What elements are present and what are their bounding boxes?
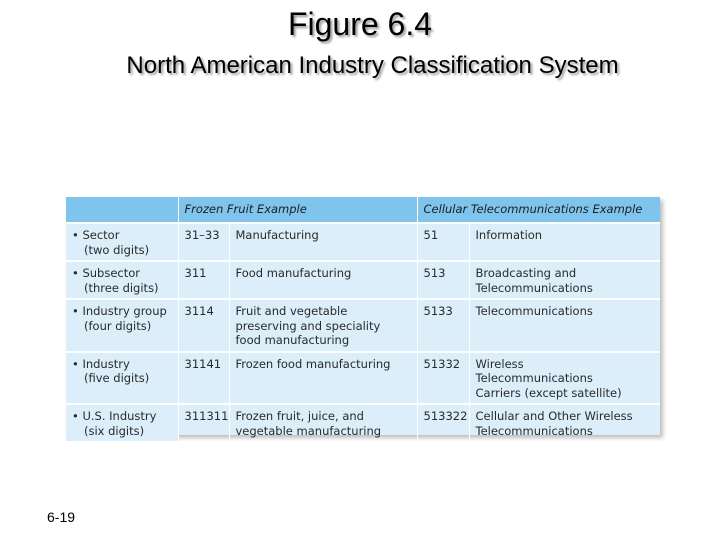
table-row — [66, 352, 660, 405]
ct-desc: Broadcasting and Telecommunications — [469, 261, 660, 299]
figure-title: Figure 6.4 — [287, 6, 433, 42]
table-row — [66, 261, 660, 299]
ct-code: 51 — [417, 223, 469, 261]
level-cell — [66, 299, 178, 352]
ff-desc: Food manufacturing — [229, 261, 417, 299]
slide-number: 6-19 — [47, 509, 76, 525]
ct-code: 513322 — [417, 404, 469, 442]
ff-code: 311311 — [178, 404, 229, 442]
ff-code: 31141 — [178, 352, 229, 405]
naics-table — [66, 197, 660, 443]
level-name: • Sector — [72, 228, 119, 242]
ff-code: 311 — [178, 261, 229, 299]
ct-code: 51332 — [417, 352, 469, 405]
figure-subtitle: North American Industry Classification System — [126, 52, 619, 79]
naics-table-container — [66, 197, 660, 438]
table-row — [66, 223, 660, 261]
level-digits: (two digits) — [84, 242, 150, 257]
level-name: • Industry group — [72, 304, 167, 318]
ct-desc: Information — [469, 223, 660, 261]
ct-desc: Telecommunications — [469, 299, 660, 352]
ff-code: 3114 — [178, 299, 229, 352]
header-cellular: Cellular Telecommunications Example — [417, 197, 660, 223]
ff-desc: Fruit and vegetable preserving and speciality food manufacturing — [229, 299, 417, 352]
level-digits: (six digits) — [84, 423, 145, 438]
level-digits: (four digits) — [84, 318, 152, 333]
table-row — [66, 299, 660, 352]
ff-desc: Frozen food manufacturing — [229, 352, 417, 405]
ct-code: 513 — [417, 261, 469, 299]
ct-code: 5133 — [417, 299, 469, 352]
ct-desc: Cellular and Other Wireless Telecommunications — [469, 404, 660, 442]
header-level — [66, 197, 178, 223]
level-digits: (five digits) — [84, 371, 150, 385]
level-cell — [66, 261, 178, 299]
level-name: • U.S. Industry — [72, 409, 156, 423]
level-cell — [66, 223, 178, 261]
ct-desc: Wireless Telecommunications Carriers (except satellite) — [469, 352, 660, 405]
level-digits: (three digits) — [84, 280, 159, 295]
level-cell — [66, 404, 178, 442]
ff-desc: Frozen fruit, juice, and vegetable manufacturing — [229, 404, 417, 442]
ff-code: 31–33 — [178, 223, 229, 261]
level-cell — [66, 352, 178, 405]
header-frozen-fruit: Frozen Fruit Example — [178, 197, 417, 223]
level-name: • Subsector — [72, 266, 140, 280]
level-name: • Industry — [72, 357, 130, 371]
table-row — [66, 404, 660, 442]
ff-desc: Manufacturing — [229, 223, 417, 261]
